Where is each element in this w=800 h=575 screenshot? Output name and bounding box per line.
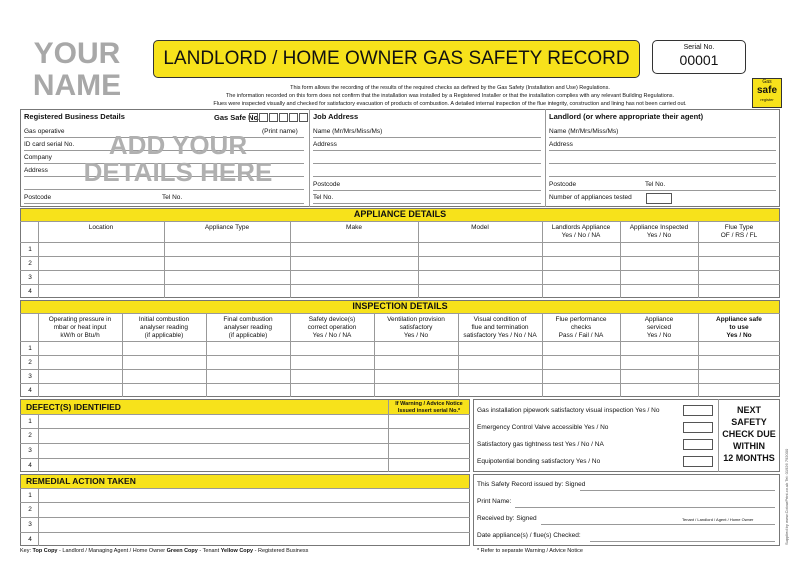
business-postcode-label: Postcode [24,194,52,201]
appliances-tested-label: Number of appliances tested [549,194,632,201]
serial-number: 00001 [679,52,719,68]
intro-line-2: The information recorded on this form does not confirm that the installation was installed by a Registered Installer or that the installation complies with any relevant Building Regulations. [225,93,675,99]
check-bonding: Equipotential bonding satisfactory Yes / No [477,458,601,465]
received-by-label: Received by: Signed [477,515,537,522]
defects-heading: DEFECT(S) IDENTIFIED [26,402,121,412]
ecv-answer-box[interactable] [683,422,713,433]
remedial-row-4: 4 [28,536,32,543]
check-tightness: Satisfactory gas tightness test Yes / No / NA [477,441,604,448]
inspection-heading: INSPECTION DETAILS [21,301,779,313]
landlord-postcode-label: Postcode [549,181,577,188]
intro-text [150,84,750,108]
logo-top-text: Gas [762,79,772,85]
col-ventilation: Ventilation provision satisfactory Yes / No [387,316,445,339]
date-checked-label: Date appliance(s) / flue(s) Checked: [477,532,581,539]
intro-line-3: Flues were inspected visually and checked for satisfactory evacuation of products of combustion. A detailed internal inspection of the flue integrity, construction and lining has not been carried out. [213,101,687,107]
job-address-label: Address [313,141,337,148]
business-tel-label: Tel No. [162,194,183,201]
business-postcode-field[interactable] [24,203,304,204]
tightness-answer-box[interactable] [683,439,713,450]
intro-line-1: This form allows the recording of the results of the required checks as defined by the Gas Safety (Installation and Use) Regulations. [290,85,610,91]
col-location: Location [88,224,114,231]
job-heading: Job Address [313,112,359,121]
appliance-heading: APPLIANCE DETAILS [21,209,779,221]
placeholder-name-line2: NAME [32,69,122,102]
inspection-row-1: 1 [28,345,32,352]
key-label: Key: [20,548,32,554]
inspection-row-4: 4 [28,387,32,394]
col-visual-condition: Visual condition of flue and termination satisfactory Yes / No / NA [463,316,537,339]
col-make: Make [346,224,362,231]
remedial-heading: REMEDIAL ACTION TAKEN [26,476,136,486]
add-details-overlay [58,132,298,186]
company-label: Company [24,154,52,161]
next-check-line-4: WITHIN [733,441,765,451]
job-tel-label: Tel No. [313,194,334,201]
landlord-name-label: Name (Mr/Mrs/Miss/Ms) [549,128,619,135]
logo-bottom-text: register [760,97,774,102]
appliances-tested-field[interactable] [646,193,672,204]
placeholder-name [12,38,142,102]
col-appliance-safe: Appliance safe to use Yes / No [716,316,762,339]
copy-key [20,548,308,554]
serial-label: Serial No. [683,44,715,51]
landlord-name-field[interactable] [549,137,776,138]
col-appliance-type: Appliance Type [204,224,250,231]
appliance-row-1: 1 [28,246,32,253]
appliance-row-2: 2 [28,260,32,267]
issued-by-label: This Safety Record issued by: Signed [477,481,586,488]
page-title: LANDLORD / HOME OWNER GAS SAFETY RECORD [153,40,640,78]
col-operating-pressure: Operating pressure in mbar or heat input kW/h or Btu/h [48,316,112,339]
job-address-field[interactable] [313,150,541,151]
business-heading: Registered Business Details [24,112,125,121]
defect-row-2: 2 [28,432,32,439]
logo-main-text: safe [756,85,777,96]
key-green-text: - Tenant [197,548,221,554]
key-yellow-copy: Yellow Copy [220,548,254,554]
bonding-answer-box[interactable] [683,456,713,467]
inspection-row-2: 2 [28,359,32,366]
print-name-signoff-label: Print Name: [477,498,512,505]
warning-notice-header: If Warning / Advice Notice Issued insert serial No.* [395,401,463,414]
received-role-note: Tenant / Landlord / Agent / Home Owner [682,517,754,522]
placeholder-name-line1: YOUR [33,37,121,70]
col-landlords-appliance: Landlords Appliance Yes / No / NA [551,224,611,239]
warning-notice-footnote: * Refer to separate Warning / Advice Notice [477,548,583,554]
col-flue-performance: Flue performance checks Pass / Fail / NA [555,316,607,339]
defect-row-3: 3 [28,447,32,454]
date-checked-field[interactable] [590,541,775,542]
col-appliance-serviced: Appliance serviced Yes / No [644,316,674,339]
job-name-label: Name (Mr/Mrs/Miss/Ms) [313,128,383,135]
gas-safe-label: Gas Safe No. [214,113,261,122]
landlord-postcode-field[interactable] [549,190,776,191]
check-pipework: Gas installation pipework satisfactory visual inspection Yes / No [477,407,660,414]
gas-operative-label: Gas operative [24,128,65,135]
overlay-line-2: DETAILS HERE [83,157,273,187]
next-check-line-1: NEXT [736,405,761,415]
col-safety-devices: Safety device(s) correct operation Yes / No / NA [307,316,357,339]
job-postcode-field[interactable] [313,190,541,191]
inspection-row-3: 3 [28,373,32,380]
job-postcode-label: Postcode [313,181,341,188]
key-green-copy: Green Copy [166,548,198,554]
col-flue-type: Flue Type OF / RS / FL [720,224,758,239]
landlord-heading: Landlord (or where appropriate their agent) [549,112,704,121]
job-name-field[interactable] [313,137,541,138]
key-yellow-text: - Registered Business [253,548,309,554]
landlord-address-label: Address [549,141,573,148]
col-initial-combustion: Initial combustion analyser reading (if applicable) [138,316,190,339]
print-name-signoff-field[interactable] [515,507,775,508]
received-by-field[interactable] [541,524,775,525]
next-check-line-5: 12 MONTHS [723,453,775,463]
serial-box [652,40,746,74]
next-check-line-2: SAFETY [731,417,767,427]
col-model: Model [471,224,489,231]
landlord-address-field[interactable] [549,150,776,151]
appliance-row-3: 3 [28,274,32,281]
id-card-label: ID card serial No. [24,141,75,148]
appliance-row-4: 4 [28,288,32,295]
gas-safe-logo [752,78,782,108]
col-appliance-inspected: Appliance Inspected Yes / No [629,224,689,239]
next-check-notice [719,404,779,464]
print-name-label: (Print name) [262,128,298,135]
remedial-row-2: 2 [28,506,32,513]
col-final-combustion: Final combustion analyser reading (if applicable) [223,316,273,339]
business-address-label: Address [24,167,48,174]
remedial-row-3: 3 [28,521,32,528]
defect-row-4: 4 [28,462,32,469]
check-ecv: Emergency Control Valve accessible Yes / No [477,424,609,431]
pipework-answer-box[interactable] [683,405,713,416]
landlord-tel-label: Tel No. [645,181,666,188]
job-tel-field[interactable] [313,203,541,204]
key-top-text: - Landlord / Managing Agent / Home Owner [57,548,167,554]
defect-row-1: 1 [28,418,32,425]
key-top-copy: Top Copy [32,548,58,554]
overlay-line-1: ADD YOUR [108,130,248,160]
next-check-line-3: CHECK DUE [722,429,776,439]
remedial-row-1: 1 [28,492,32,499]
supplier-side-text: Supplied by www.ColourPrint.co.uk Tel: 01926 792000 [784,448,789,545]
issued-by-field[interactable] [580,490,775,491]
